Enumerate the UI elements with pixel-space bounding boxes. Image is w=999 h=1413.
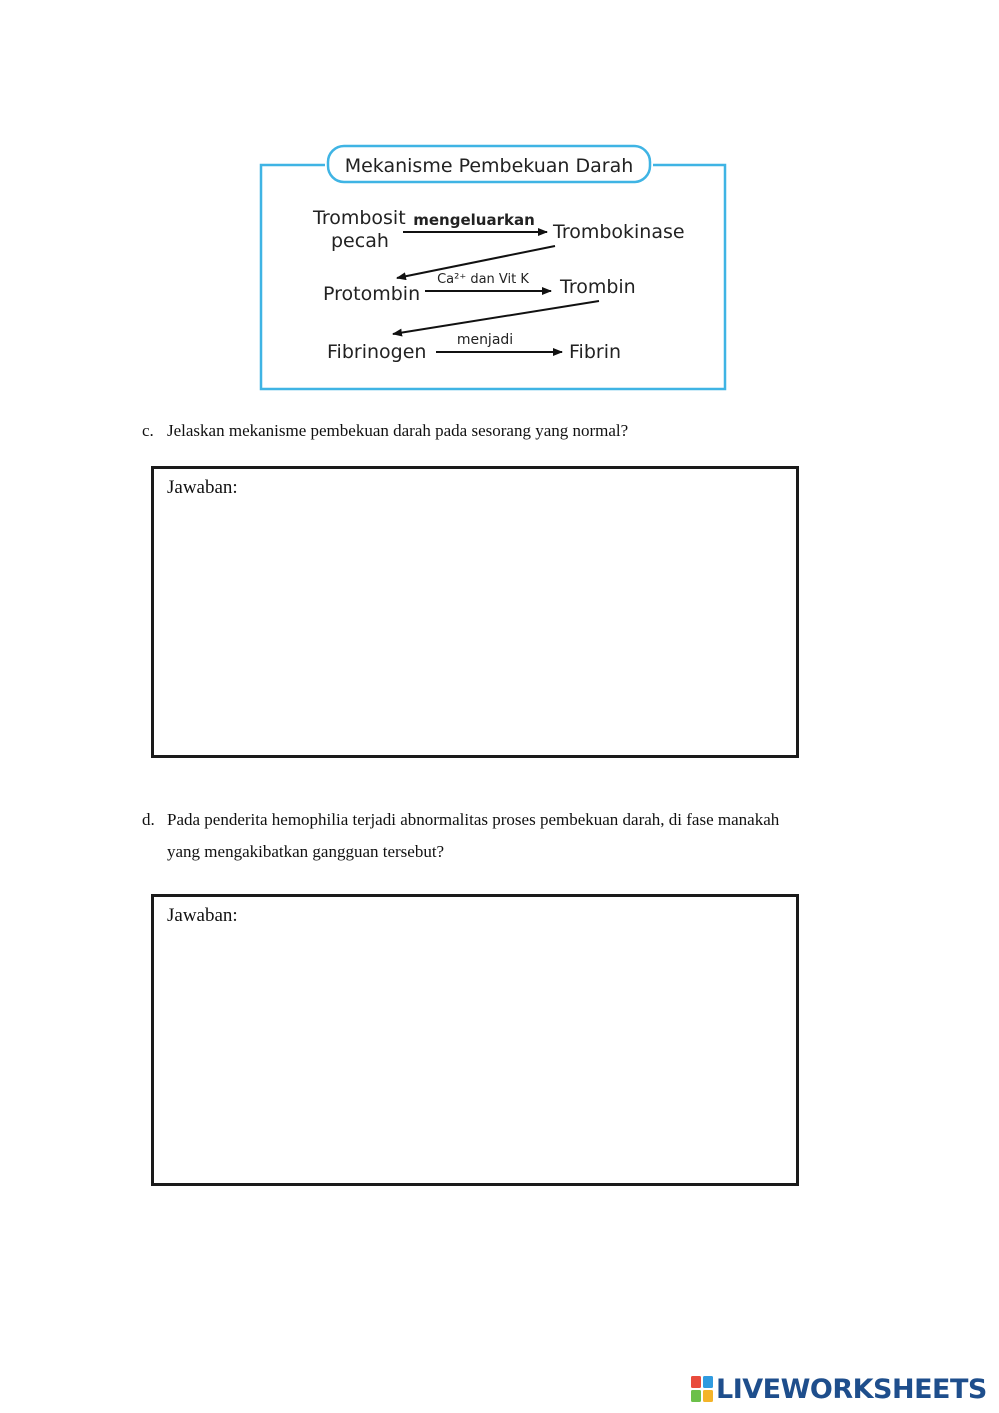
node-protombin: Protombin: [323, 283, 421, 305]
node-trombin: Trombin: [560, 276, 636, 298]
liveworksheets-brand: [691, 1373, 987, 1405]
question-d: [142, 804, 779, 868]
label-menjadi: menjadi: [456, 332, 514, 348]
node-trombokinase: Trombokinase: [553, 221, 685, 243]
answer-box-c[interactable]: [151, 466, 799, 758]
arrow-trombin-to-fibrinogen: [393, 301, 599, 334]
question-c-letter: c.: [142, 421, 154, 440]
liveworksheets-logo-icon: [691, 1376, 713, 1402]
question-d-line1: Pada penderita hemophilia terjadi abnormalitas proses pembekuan darah, di fase manakah: [167, 810, 780, 829]
diagram-title: Mekanisme Pembekuan Darah: [344, 155, 634, 177]
label-mengeluarkan: mengeluarkan: [413, 211, 535, 229]
question-d-letter: d.: [142, 810, 155, 829]
question-c: [142, 415, 628, 447]
node-fibrin: Fibrin: [569, 341, 622, 363]
blood-clotting-diagram: [255, 140, 731, 396]
node-fibrinogen: Fibrinogen: [327, 341, 427, 363]
brand-name: LIVEWORKSHEETS: [716, 1373, 987, 1405]
answer-box-d[interactable]: [151, 894, 799, 1186]
answer-c-label: Jawaban:: [167, 477, 238, 498]
question-c-text: Jelaskan mekanisme pembekuan darah pada sesorang yang normal?: [167, 421, 629, 440]
node-trombosit: Trombosit: [313, 207, 406, 229]
node-pecah: pecah: [331, 230, 389, 252]
label-ca-vitk: Ca²⁺ dan Vit K: [437, 272, 529, 287]
answer-d-label: Jawaban:: [167, 905, 238, 926]
question-d-line2: yang mengakibatkan gangguan tersebut?: [167, 842, 445, 861]
